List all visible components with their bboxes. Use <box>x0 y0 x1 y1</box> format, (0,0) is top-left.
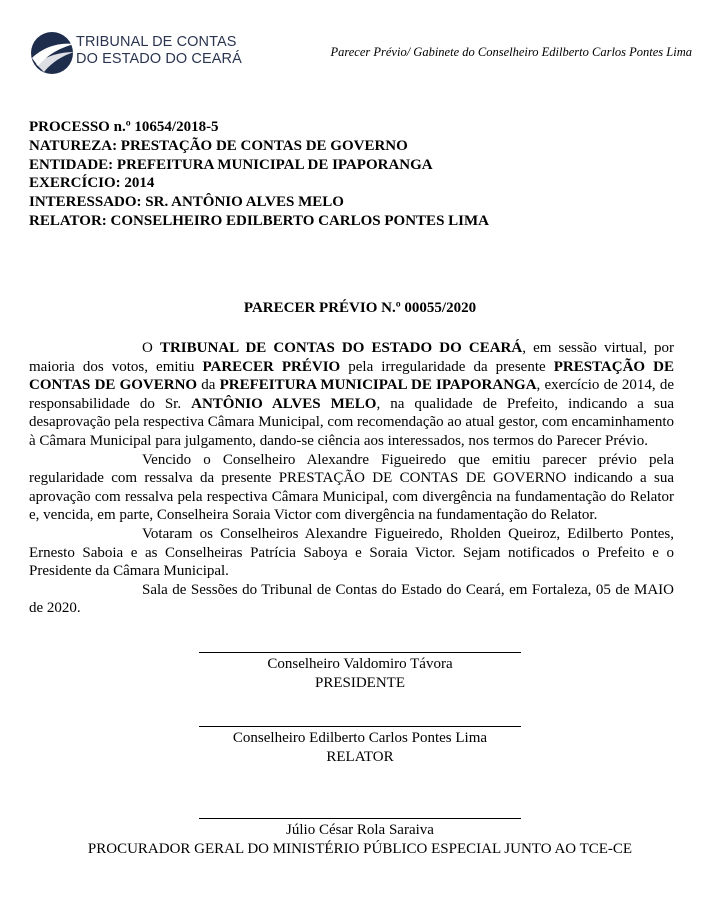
signature-role: PROCURADOR GERAL DO MINISTÉRIO PÚBLICO ESPECIAL JUNTO AO TCE-CE <box>87 841 633 857</box>
signature-role: RELATOR <box>326 749 394 765</box>
document-body <box>29 339 674 618</box>
signature-line <box>199 726 521 727</box>
tce-emblem-icon <box>28 28 78 78</box>
logo-text-line1: TRIBUNAL DE CONTAS <box>76 34 237 50</box>
signature-president <box>0 652 720 693</box>
p1-bold-tribunal: TRIBUNAL DE CONTAS DO ESTADO DO CEARÁ <box>159 340 523 356</box>
signature-line <box>199 652 521 653</box>
p1-bold-interessado: ANTÔNIO ALVES MELO <box>191 395 377 412</box>
p1-bold-prefeitura: PREFEITURA MUNICIPAL DE IPAPORANGA <box>219 377 537 394</box>
signature-line <box>199 818 521 819</box>
meta-exercicio: EXERCÍCIO: 2014 <box>29 175 155 192</box>
document-title: PARECER PRÉVIO N.º 00055/2020 <box>243 300 477 316</box>
tce-logo <box>28 26 242 82</box>
header-note: Parecer Prévio/ Gabinete do Conselheiro Edilberto Carlos Pontes Lima <box>330 45 692 59</box>
p1-text-2: , em sessão virtual, por maioria dos votos, emitiu <box>29 340 674 375</box>
paragraph-decision <box>29 339 674 451</box>
signature-name: Júlio César Rola Saraiva <box>286 822 434 838</box>
paragraph-votes: Votaram os Conselheiros Alexandre Figueiredo, Rholden Queiroz, Edilberto Pontes, Ernesto Saboia e as Conselheiras Patrícia Saboya e Soraia Victor. Sejam notificados o Prefeito e o Presidente da Câmara Municipal. <box>29 525 674 580</box>
paragraph-session: Sala de Sessões do Tribunal de Contas do Estado do Ceará, em Fortaleza, 05 de MAIO de 2020. <box>29 581 674 617</box>
meta-natureza: NATUREZA: PRESTAÇÃO DE CONTAS DE GOVERNO <box>29 137 408 154</box>
process-metadata <box>29 118 489 231</box>
signature-role: PRESIDENTE <box>315 675 405 691</box>
p1-bold-prestacao: PRESTAÇÃO DE CONTAS DE GOVERNO <box>29 358 674 394</box>
meta-entidade: ENTIDADE: PREFEITURA MUNICIPAL DE IPAPORANGA <box>29 156 433 173</box>
p1-text-1: O <box>142 340 160 356</box>
meta-interessado: INTERESSADO: SR. ANTÔNIO ALVES MELO <box>29 194 344 211</box>
logo-text-line2: DO ESTADO DO CEARÁ <box>76 51 242 67</box>
p1-text-3: pela irregularidade da presente <box>340 358 554 375</box>
signature-name: Conselheiro Valdomiro Távora <box>267 656 453 672</box>
p1-text-4: da <box>197 377 220 394</box>
p1-bold-parecer: PARECER PRÉVIO <box>202 358 341 375</box>
p1-text-6: , na qualidade de Prefeito, indicando a sua desaprovação pela respectiva Câmara Municipal, com recomendação ao atual gestor, com encaminhamento à Câmara Municipal para julgamento, dando-se ciência aos interessados, nos termos do Parecer Prévio. <box>29 395 674 449</box>
meta-processo: PROCESSO n.º 10654/2018-5 <box>29 119 219 135</box>
paragraph-dissent: Vencido o Conselheiro Alexandre Figueiredo que emitiu parecer prévio pela regularidade com ressalva da presente PRESTAÇÃO DE CONTAS DE GOVERNO indicando a sua aprovação com ressalva pela respectiva Câmara Municipal, com divergência na fundamentação do Relator e, vencida, em parte, Conselheira Soraia Victor com divergência na fundamentação do Relator. <box>29 451 674 524</box>
meta-relator: RELATOR: CONSELHEIRO EDILBERTO CARLOS PONTES LIMA <box>29 212 489 229</box>
signature-name: Conselheiro Edilberto Carlos Pontes Lima <box>232 730 488 746</box>
p1-text-5: , exercício de 2014, de responsabilidade do Sr. <box>29 377 674 412</box>
signature-procurador <box>0 818 720 859</box>
page-header <box>28 26 692 82</box>
signature-relator <box>0 726 720 767</box>
